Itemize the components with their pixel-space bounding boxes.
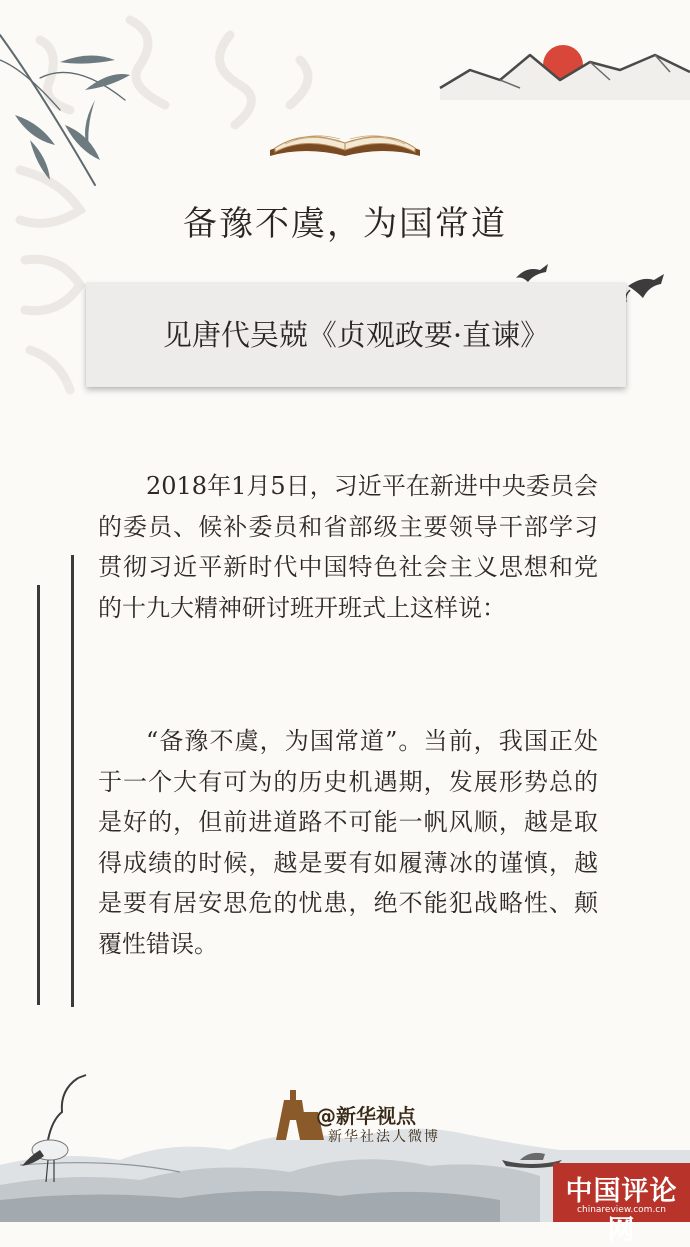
intro-paragraph: 2018年1月5日，习近平在新进中央委员会的委员、候补委员和省部级主要领导干部学习贯彻习近平新时代中国特色社会主义思想和党的十九大精神研讨班开班式上这样说： — [98, 472, 598, 622]
quote-paragraph: “备豫不虞，为国常道”。当前，我国正处于一个大有可为的历史机遇期，发展形势总的是好的，但前进道路不可能一帆风顺，越是取得成绩的时候，越是要有如履薄冰的谨慎，越是要有居安思危的忧患，绝不能犯战略性、颠覆性错误。 — [98, 727, 598, 958]
watermark-logo — [553, 1163, 690, 1246]
watermark-url: chinareview.com.cn — [577, 1205, 666, 1215]
brand-handle: @新华视点 — [316, 1104, 416, 1128]
source-text: 见唐代吴兢《贞观政要·直谏》 — [162, 318, 550, 352]
page-title: 备豫不虞，为国常道 — [183, 204, 507, 244]
brand-org: 新华社法人微博 — [328, 1129, 440, 1145]
watermark-name: 中国评论网 — [565, 1176, 678, 1246]
